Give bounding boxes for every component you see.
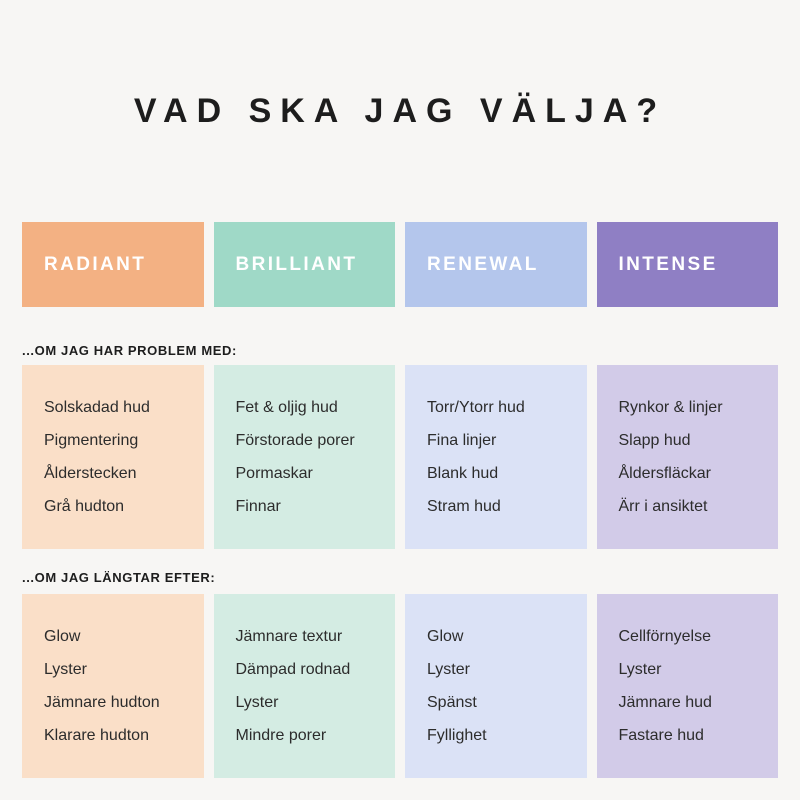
list-item: Jämnare hudton [44,694,160,711]
list-item: Fyllighet [427,727,487,744]
list-item: Torr/Ytorr hud [427,399,525,416]
list-item: Jämnare hud [618,694,712,711]
column-intense [597,222,779,307]
list-item: Grå hudton [44,498,125,515]
longing-panel-renewal [405,594,587,778]
header-renewal: RENEWAL [405,222,587,307]
column-renewal [405,222,587,307]
header-radiant: RADIANT [22,222,204,307]
list-item: Mindre porer [235,727,327,744]
list-item: Lyster [44,661,87,678]
list-item: Lyster [235,694,279,711]
problem-panel-brilliant [214,365,396,549]
list-item: Lyster [618,661,662,678]
header-brilliant: BRILLIANT [214,222,396,307]
list-item: Slapp hud [618,432,691,449]
page-title: VAD SKA JAG VÄLJA? [133,92,667,130]
longing-panel-intense [597,594,779,778]
problem-panel-renewal [405,365,587,549]
longing-panel-radiant [22,594,204,778]
list-item: Glow [427,628,464,645]
section-label-problem: ...OM JAG HAR PROBLEM MED: [22,343,237,358]
problem-panel-radiant [22,365,204,549]
list-item: Ålderstecken [44,465,137,482]
list-item: Åldersfläckar [618,465,711,482]
list-item: Glow [44,628,81,645]
list-item: Klarare hudton [44,727,149,744]
problem-panel-intense [597,365,779,549]
list-item: Blank hud [427,465,499,482]
longing-panels [22,594,778,778]
list-item: Dämpad rodnad [235,661,351,678]
list-item: Finnar [235,498,281,515]
list-item: Fet & oljig hud [235,399,338,416]
list-item: Pigmentering [44,432,139,449]
column-headers [22,222,778,307]
list-item: Solskadad hud [44,399,150,416]
list-item: Lyster [427,661,470,678]
list-item: Förstorade porer [235,432,355,449]
list-item: Stram hud [427,498,501,515]
longing-panel-brilliant [214,594,396,778]
section-label-longing: ...OM JAG LÄNGTAR EFTER: [22,570,216,585]
list-item: Jämnare textur [235,628,343,645]
list-item: Spänst [427,694,477,711]
list-item: Pormaskar [235,465,313,482]
column-brilliant [214,222,396,307]
list-item: Fina linjer [427,432,497,449]
column-radiant [22,222,204,307]
list-item: Cellförnyelse [618,628,711,645]
list-item: Rynkor & linjer [618,399,723,416]
list-item: Fastare hud [618,727,704,744]
problem-panels [22,365,778,549]
header-intense: INTENSE [597,222,779,307]
list-item: Ärr i ansiktet [618,498,708,515]
